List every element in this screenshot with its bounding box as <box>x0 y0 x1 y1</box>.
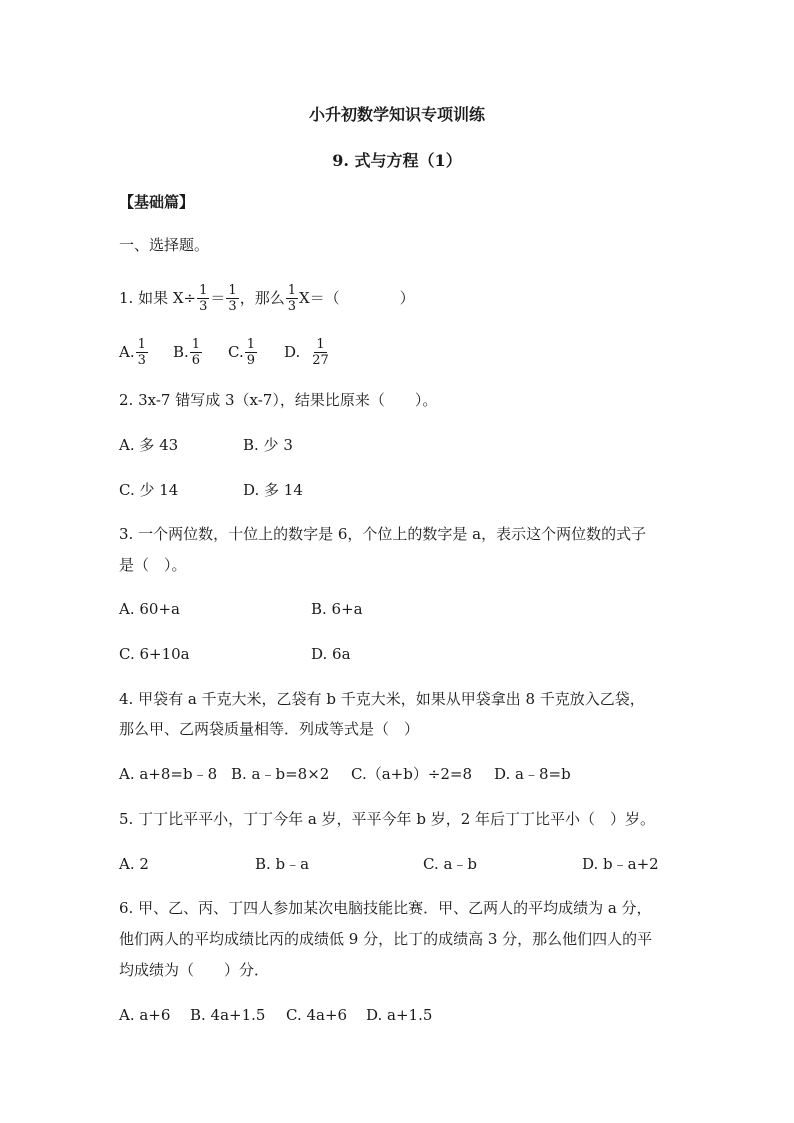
q5-option-b: B. b﹣a <box>255 855 310 873</box>
q5-option-d: D. b﹣a+2 <box>582 855 659 873</box>
q4-option-b: B. a﹣b=8×2 <box>231 765 330 783</box>
question-1 <box>119 284 415 312</box>
q1-option-b: B. $\frac{1}{6}$ <box>173 336 201 368</box>
part-heading: 一、选择题。 <box>119 236 210 254</box>
q4-option-c: C.（a+b）÷2=8 <box>351 765 473 783</box>
question-4-line-1: 4. 甲袋有 a 千克大米，乙袋有 b 千克大米，如果从甲袋拿出 8 千克放入乙袋， <box>119 690 645 708</box>
question-3-line-2: 是（ ）。 <box>119 556 187 574</box>
question-6-line-3: 均成绩为（ ）分． <box>119 961 270 979</box>
question-4-line-2: 那么甲、乙两袋质量相等．列成等式是（ ） <box>119 720 420 738</box>
q4-option-d: D. a﹣8=b <box>494 765 571 783</box>
q4-option-a: A. a+8=b﹣8 <box>119 765 218 783</box>
question-2: 2. 3x-7 错写成 3（x-7），结果比原来（ ）。 <box>119 391 438 409</box>
q6-option-c: C. 4a+6 <box>286 1006 348 1024</box>
q1-tail: X＝（ ） <box>298 289 415 307</box>
q6-option-d: D. a+1.5 <box>366 1006 433 1024</box>
q1-equals: ＝ <box>210 289 226 307</box>
q6-option-a: A. a+6 <box>119 1006 171 1024</box>
question-6-line-2: 他们两人的平均成绩比丙的成绩低 9 分，比丁的成绩高 3 分，那么他们四人的平 <box>119 930 653 948</box>
q6-option-b: B. 4a+1.5 <box>190 1006 266 1024</box>
q1-mid: ，那么 <box>239 289 285 307</box>
q2-option-a: A. 多 43 <box>119 436 179 454</box>
q2-option-d: D. 多 14 <box>243 481 303 499</box>
q1-fraction-2: $\frac{1}{3}$ <box>228 282 237 314</box>
q3-option-b: B. 6+a <box>311 600 363 618</box>
page-subtitle: 9. 式与方程（1） <box>332 151 462 170</box>
q1-fraction-3: $\frac{1}{3}$ <box>287 282 296 314</box>
q3-option-d: D. 6a <box>311 645 351 663</box>
page-title: 小升初数学知识专项训练 <box>308 105 485 124</box>
question-5: 5. 丁丁比平平小，丁丁今年 a 岁，平平今年 b 岁，2 年后丁丁比平小（ ）岁。 <box>119 810 656 828</box>
q2-option-c: C. 少 14 <box>119 481 179 499</box>
q1-option-a: A. $\frac{1}{3}$ <box>119 336 146 368</box>
q3-option-c: C. 6+10a <box>119 645 190 663</box>
q1-option-d: D. $\frac{1}{27}$ <box>284 336 329 368</box>
q5-option-c: C. a﹣b <box>423 855 478 873</box>
q1-prefix: 1. 如果 X÷ <box>119 289 197 307</box>
q1-option-c: C. $\frac{1}{9}$ <box>228 336 255 368</box>
q2-option-b: B. 少 3 <box>243 436 293 454</box>
question-3-line-1: 3. 一个两位数，十位上的数字是 6，个位上的数字是 a，表示这个两位数的式子 <box>119 525 647 543</box>
q5-option-a: A. 2 <box>119 855 149 873</box>
q3-option-a: A. 60+a <box>119 600 180 618</box>
q1-fraction-1: $\frac{1}{3}$ <box>199 282 208 314</box>
question-6-line-1: 6. 甲、乙、丙、丁四人参加某次电脑技能比赛．甲、乙两人的平均成绩为 a 分， <box>119 899 652 917</box>
section-label: 【基础篇】 <box>119 193 195 211</box>
